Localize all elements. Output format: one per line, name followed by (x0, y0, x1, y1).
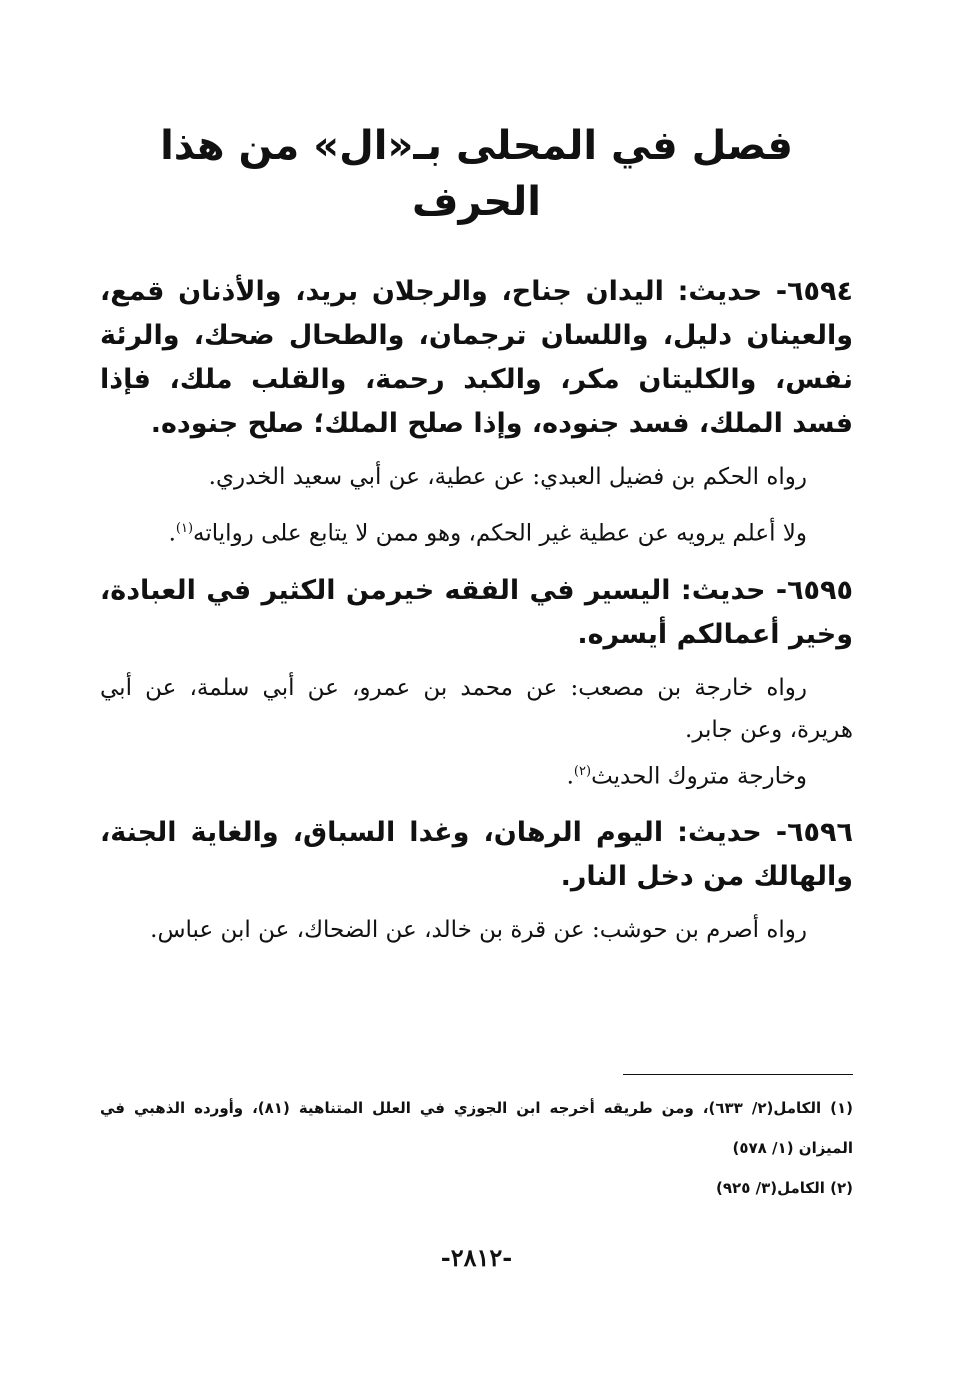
narration: رواه خارجة بن مصعب: عن محمد بن عمرو، عن أبي سلمة، عن أبي هريرة، وعن جابر. (100, 674, 853, 743)
entry-6596 (100, 811, 853, 951)
narration-text: وخارجة متروك الحديث (591, 763, 807, 790)
narration-text: ولا أعلم يرويه عن عطية غير الحكم، وهو ممن لا يتابع على رواياته (193, 520, 807, 547)
narration-tail: . (168, 520, 176, 547)
narration (100, 508, 853, 555)
narration: رواه أصرم بن حوشب: عن قرة بن خالد، عن الضحاك، عن ابن عباس. (150, 917, 807, 944)
narration (100, 751, 853, 798)
hadith-text: ٦٥٩٤- حديث: اليدان جناح، والرجلان بريد، والأذنان قمع، والعينان دليل، واللسان ترجمان، والطحال ضحك، والرئة نفس، والكليتان مكر، والكبد رحمة، والقلب ملك، فإذا فسد الملك، فسد جنوده، وإذا صلح الملك؛ صلح جنوده. (100, 276, 853, 439)
hadith-text: ٦٥٩٥- حديث: اليسير في الفقه خيرمن الكثير في العبادة، وخير أعمالكم أيسره. (100, 574, 853, 650)
footnotes (100, 1088, 853, 1208)
entry-6594 (100, 270, 853, 555)
footnote-divider (623, 1074, 853, 1075)
page-number: -٢٨١٢- (440, 1243, 513, 1272)
footnote-ref[interactable]: (١) (175, 521, 194, 536)
footnote-ref[interactable]: (٢) (573, 763, 592, 779)
footnote-1: (١) الكامل(٢/ ٦٣٣)، ومن طريقه أخرجه ابن الجوزي في العلل المتناهية (٨١)، وأورده الذهبي في الميزان (١/ ٥٧٨) (100, 1099, 853, 1157)
footnote-2: (٢) الكامل(٣/ ٩٢٥) (716, 1179, 853, 1197)
narration-tail: . (566, 763, 574, 790)
entry-6595 (100, 569, 853, 798)
narration: رواه الحكم بن فضيل العبدي: عن عطية، عن أبي سعيد الخدري. (208, 464, 807, 490)
hadith-text: ٦٥٩٦- حديث: اليوم الرهان، وغدا السباق، والغاية الجنة، والهالك من دخل النار. (100, 817, 853, 893)
chapter-title: فصل في المحلى بـ«ال» من هذا الحرف (160, 123, 793, 225)
